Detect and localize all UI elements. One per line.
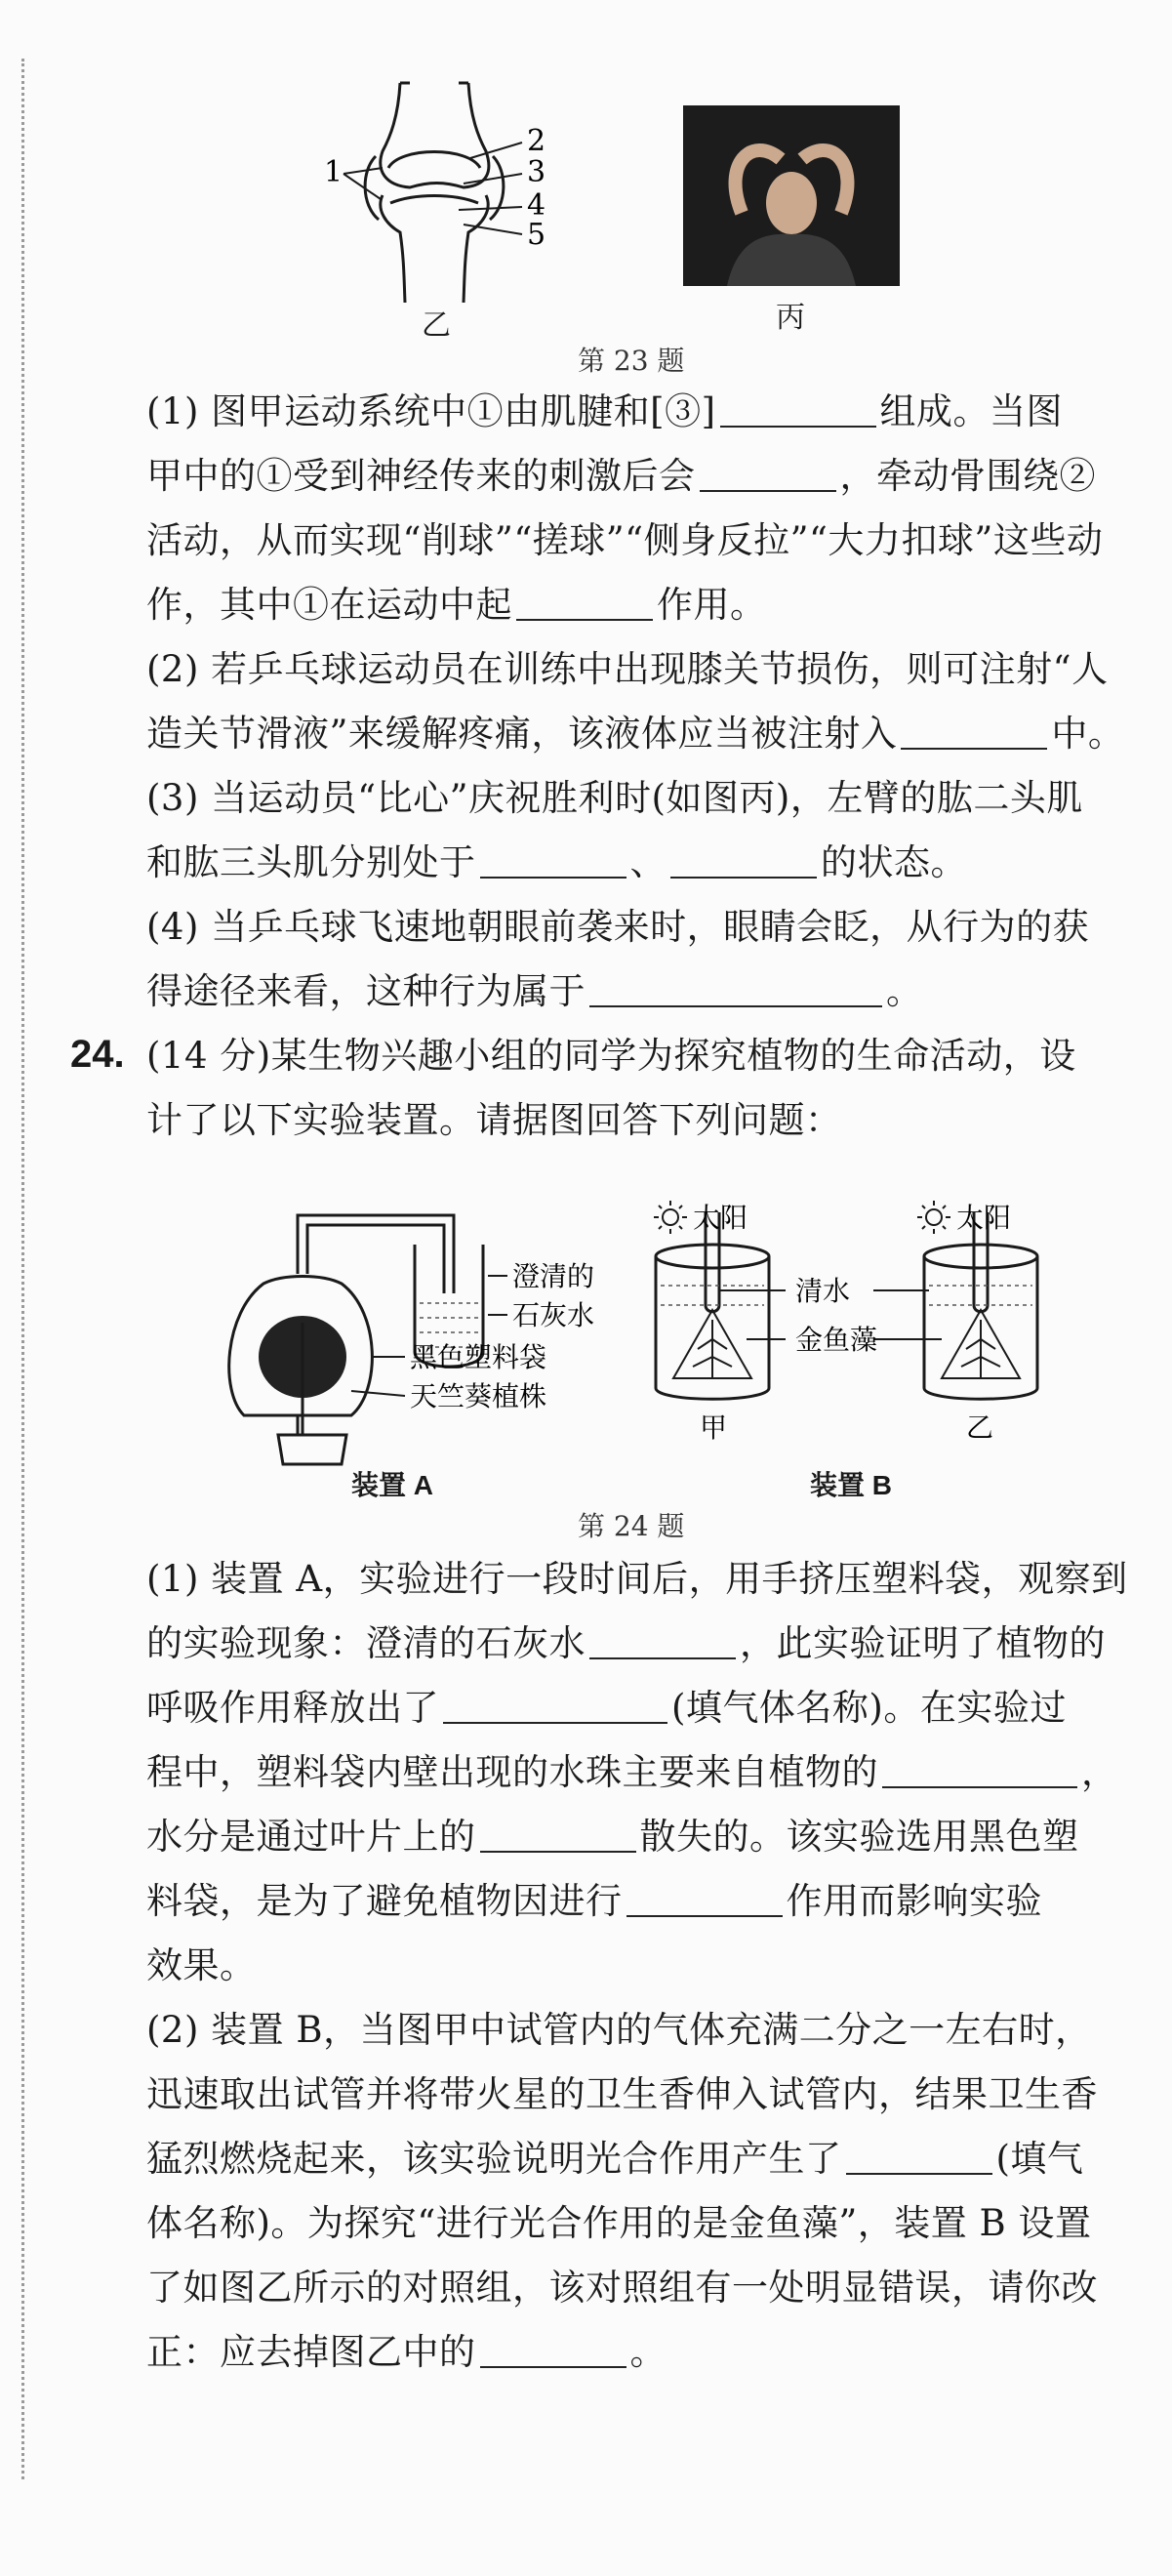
answer-blank[interactable] bbox=[626, 1884, 783, 1917]
q24-line: 呼吸作用释放出了 (填气体名称)。在实验过 bbox=[146, 1687, 1067, 1729]
answer-blank[interactable] bbox=[589, 1626, 736, 1659]
knee-joint-diagram bbox=[322, 78, 576, 312]
label-limewater: 石灰水 bbox=[512, 1299, 595, 1331]
joint-num-3: 3 bbox=[527, 155, 546, 189]
q24-line: 了如图乙所示的对照组，该对照组有一处明显错误，请你改 bbox=[146, 2267, 1098, 2309]
label-clear: 澄清的 bbox=[512, 1260, 595, 1292]
answer-blank[interactable] bbox=[480, 1820, 636, 1853]
q24-line: 猛烈燃烧起来，该实验说明光合作用产生了 (填气 bbox=[146, 2138, 1084, 2180]
apparatus-b-diagram bbox=[649, 1193, 1078, 1456]
answer-blank[interactable] bbox=[846, 2142, 992, 2175]
q24-line: (1) 装置 A，实验进行一段时间后，用手挤压塑料袋，观察到 bbox=[146, 1558, 1128, 1600]
q23-line: 和肱三头肌分别处于 、 的状态。 bbox=[146, 841, 967, 883]
q23-line: (3) 当运动员“比心”庆祝胜利时(如图丙)，左臂的肱二头肌 bbox=[146, 777, 1083, 819]
binding-dotted-line bbox=[21, 59, 24, 2479]
q24-line: 体名称)。为探究“进行光合作用的是金鱼藻”，装置 B 设置 bbox=[146, 2202, 1092, 2244]
fig23-label-bing: 丙 bbox=[776, 301, 805, 335]
apparatus-a-diagram bbox=[205, 1196, 615, 1479]
answer-blank[interactable] bbox=[589, 974, 882, 1007]
answer-blank[interactable] bbox=[480, 2335, 626, 2368]
sun-icon bbox=[917, 1201, 950, 1234]
fig23-caption: 第 23 题 bbox=[578, 345, 685, 377]
answer-blank[interactable] bbox=[720, 394, 876, 428]
joint-num-5: 5 bbox=[527, 218, 546, 252]
label-water: 清水 bbox=[795, 1275, 851, 1307]
q24-line: 效果。 bbox=[146, 1944, 257, 1986]
answer-blank[interactable] bbox=[700, 459, 836, 492]
answer-blank[interactable] bbox=[516, 588, 653, 621]
apparatus-a-label: 装置 A bbox=[351, 1470, 434, 1500]
q24-number: 24. bbox=[70, 1033, 125, 1076]
q23-line: (4) 当乒乓球飞速地朝眼前袭来时，眼睛会眨，从行为的获 bbox=[146, 906, 1090, 948]
fig24-caption: 第 24 题 bbox=[578, 1510, 685, 1542]
q24-line: 迅速取出试管并将带火星的卫生香伸入试管内，结果卫生香 bbox=[146, 2073, 1098, 2115]
q23-line: 活动，从而实现“削球”“搓球”“侧身反拉”“大力扣球”这些动 bbox=[146, 519, 1104, 561]
label-jia: 甲 bbox=[700, 1411, 728, 1444]
q23-line: 造关节滑液”来缓解疼痛，该液体应当被注射入 中。 bbox=[146, 713, 1125, 755]
q23-line: 得途径来看，这种行为属于 。 bbox=[146, 970, 923, 1012]
answer-blank[interactable] bbox=[443, 1691, 667, 1724]
label-sun: 太阳 bbox=[956, 1202, 1012, 1234]
label-geranium: 天竺葵植株 bbox=[410, 1380, 547, 1412]
q24-line: (2) 装置 B，当图甲中试管内的气体充满二分之一左右时， bbox=[146, 2009, 1092, 2051]
joint-num-2: 2 bbox=[527, 124, 546, 158]
answer-blank[interactable] bbox=[882, 1755, 1077, 1788]
q24-line: 程中，塑料袋内壁出现的水珠主要来自植物的 ， bbox=[146, 1751, 1118, 1793]
q23-line: 作，其中①在运动中起 作用。 bbox=[146, 584, 767, 626]
label-yi: 乙 bbox=[966, 1411, 994, 1444]
answer-blank[interactable] bbox=[480, 845, 626, 879]
label-black-bag: 黑色塑料袋 bbox=[410, 1341, 547, 1373]
sun-icon bbox=[654, 1201, 687, 1234]
joint-num-4: 4 bbox=[527, 188, 546, 223]
fig23-label-yi: 乙 bbox=[422, 308, 451, 343]
answer-blank[interactable] bbox=[901, 716, 1047, 750]
athlete-heart-gesture-photo bbox=[683, 105, 900, 286]
apparatus-b-label: 装置 B bbox=[810, 1470, 893, 1500]
q23-line: (1) 图甲运动系统中①由肌腱和[③] 组成。当图 bbox=[146, 390, 1064, 432]
joint-num-1: 1 bbox=[324, 155, 344, 189]
q24-line: 正：应去掉图乙中的 。 bbox=[146, 2331, 667, 2373]
q24-line: 水分是通过叶片上的 散失的。该实验选用黑色塑 bbox=[146, 1816, 1079, 1858]
q23-line: (2) 若乒乓球运动员在训练中出现膝关节损伤，则可注射“人 bbox=[146, 648, 1109, 690]
q24-line: (14 分)某生物兴趣小组的同学为探究植物的生命活动，设 bbox=[146, 1035, 1076, 1077]
label-sun: 太阳 bbox=[693, 1202, 748, 1234]
q24-line: 的实验现象：澄清的石灰水 ，此实验证明了植物的 bbox=[146, 1622, 1106, 1664]
label-hornwort: 金鱼藻 bbox=[795, 1324, 878, 1356]
q24-line: 料袋，是为了避免植物因进行 作用而影响实验 bbox=[146, 1880, 1042, 1922]
answer-blank[interactable] bbox=[670, 845, 817, 879]
q24-line: 计了以下实验装置。请据图回答下列问题： bbox=[146, 1099, 842, 1141]
q23-line: 甲中的①受到神经传来的刺激后会 ，牵动骨围绕② bbox=[146, 455, 1096, 497]
